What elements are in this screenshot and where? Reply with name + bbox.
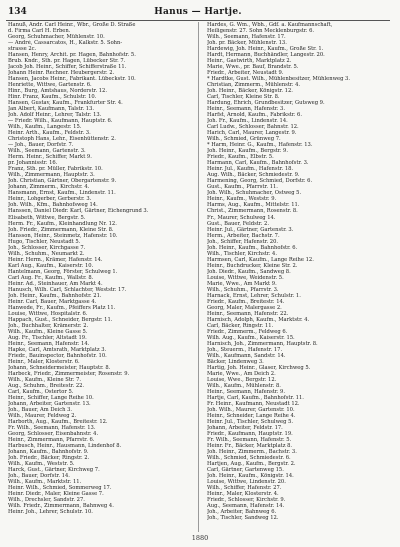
directory-entry-line: Heinr. Herm., Krämer, Hafenstr. 14. bbox=[8, 256, 103, 263]
directory-entry-line: Harbusch, Heinr., Hausmann, Lindenhof 8. bbox=[8, 443, 122, 450]
directory-entry-line: Wilh., Zimmermann, Hauptstr. 3. bbox=[8, 172, 95, 179]
directory-entry-line: pr. Johannisstr. 16. bbox=[8, 160, 58, 167]
directory-entry-line: Heiligenstr. 27. Sohn Mecklenburgstr. 6. bbox=[207, 28, 315, 35]
directory-entry-line: Friedr., Kaufm., Elbstr. 5. bbox=[207, 154, 274, 161]
directory-entry-line: Friedr., Arbeiter, Neustadt 9. bbox=[207, 70, 284, 77]
directory-entry-line: Hansen, Henry, Archit. pr. Hagen, Bahnhofstr. 5. bbox=[8, 52, 136, 59]
directory-entry-line: Harbeck, Friedr., Zimmermeister, Rosenstr. 9. bbox=[8, 370, 130, 377]
directory-entry-line: Hanuß, Andr. Carl Heinr., Wbr., Große D. Straße bbox=[8, 22, 136, 28]
directory-entry-line: Wilh., Schuhm., Pfarrstr. 3. bbox=[207, 286, 279, 293]
directory-entry-line: Wilh., Seemann, Hafenstr. 17. bbox=[207, 34, 286, 41]
directory-entry-line: Wilh., Maurer, Feldweg 2. bbox=[8, 413, 77, 420]
directory-entry-line: Heinr. Arth., Kaufm., Feldstr. 3. bbox=[8, 130, 91, 137]
directory-entry-line: Georg, Schuhmacher, Mühlenstr. 10. bbox=[8, 34, 105, 41]
directory-entry-line: * Hardtke, Gust. Wilh., Mühlenbesitzer, Mühlenweg 3. bbox=[207, 76, 350, 83]
directory-entry-line: Marie, Wwe., pr. Bauf, Brandstr. 5. bbox=[207, 64, 299, 71]
directory-entry-line: Christian, Zimmerm., Mühlenstr. 4. bbox=[207, 82, 301, 89]
directory-entry-line: Heinr., Seemann, Hafenstr. 22. bbox=[207, 310, 289, 317]
directory-entry-line: Herm., Arbeiter, Bachstr. 7. bbox=[207, 232, 280, 239]
directory-entry-line: * Harm, Heinr. G., Kaufm., Hafenstr. 13. bbox=[207, 142, 313, 149]
header-rule bbox=[6, 20, 390, 21]
directory-entry-line: Heinr. Wilh., Schmied, Sommerweg 17. bbox=[8, 485, 112, 492]
directory-entry-line: Wilh. Friedr., Zimmermann, Bahnweg 4. bbox=[8, 503, 114, 510]
directory-entry-line: Joh. Diedr., Kaufm., Sandweg 8. bbox=[207, 268, 291, 275]
directory-entry-line: Wilh., Tischler, Kirchstr. 4. bbox=[207, 250, 277, 257]
directory-entry-line: Heinr., Seemann, Hafenstr. 14. bbox=[8, 340, 90, 347]
directory-entry-line: Happach, Gust., Schneider, Bergstr. 11. bbox=[8, 316, 113, 323]
directory-entry-line: Carl Ludw., Schlosser, Bahnstr. 12. bbox=[207, 124, 299, 131]
directory-entry-line: Heinr., Gastwirth, Marktplatz 2. bbox=[207, 58, 292, 65]
directory-entry-line: Wilh., Schiffer, Hafenstr. 27. bbox=[207, 485, 282, 492]
directory-entry-line: Hinr., Burg, Amtshaus, Norderstr. 12. bbox=[8, 88, 107, 95]
directory-entry-line: Wilh., Kaufmann, Sandstr. 14. bbox=[207, 352, 286, 359]
directory-entry-line: Joh. Heinr., Kaufm., Bahnhofstr. 21. bbox=[8, 292, 102, 299]
directory-entry-line: Gust., Bauer, Feldstr. 2. bbox=[207, 220, 269, 227]
directory-entry-line: Joh. Friedr., Bäcker, Ringstr. 2. bbox=[8, 455, 90, 462]
directory-entry-line: Heinr., Seemann, Hafenstr. 9. bbox=[207, 388, 285, 395]
directory-entry-line: Joh. Wilh., Maurer, Gartenstr. 10. bbox=[207, 407, 295, 413]
directory-entry-line: Heinr. Diedr., Maler, Kleine Gasse 7. bbox=[8, 491, 104, 498]
directory-entry-line: Franz, Sth. pr. Müller, Fabrikstr. 10. bbox=[8, 166, 103, 173]
directory-entry-line: Friedr., Bauinspector, Bahnhofstr. 10. bbox=[8, 352, 107, 359]
directory-entry-line: Johann, Schneidermeister, Hauptstr. 8. bbox=[8, 364, 111, 371]
directory-entry-line: Georg, Schlosser, Eisenbahnstr. 4. bbox=[8, 431, 99, 438]
directory-entry-line: Harborth, Aug., Kaufm., Breitestr. 12. bbox=[8, 419, 108, 426]
directory-entry-line: Joh. Wilh., Kfm., Bahnhofsweg 14. bbox=[8, 202, 98, 209]
directory-entry-line: Aug., Seemann, Hafenstr. 14. bbox=[207, 503, 285, 510]
directory-entry-line: Brub. Kndr., Sth. pr. Hagen, Lübecker Str. 7. bbox=[8, 58, 126, 65]
directory-entry-line: Joh. Heinr., Zimmerm., Bachstr. 3. bbox=[207, 449, 297, 456]
directory-entry-line: Joh. pr. Bäcker, Mühlenstr. 13. bbox=[207, 40, 287, 47]
directory-entry-line: Hardewig, Joh. Heinr., Kaufm., Große Str. 1. bbox=[207, 46, 324, 53]
directory-entry-line: Georg, Maler, Malergasse 2. bbox=[207, 304, 282, 311]
directory-entry-line: — Friedr. Wilh., Kaufmann, Hauptstr. 6. bbox=[8, 118, 113, 125]
directory-entry-line: Marie, Wwe., Am Deich 2. bbox=[207, 370, 276, 377]
directory-entry-line: Johann, Zimmerm., Kirchstr. 4. bbox=[8, 184, 90, 191]
directory-entry-line: Hartje, Carl, Kaufm., Bahnhofstr. 11. bbox=[207, 394, 304, 401]
directory-entry-line: Carl, Tischler, Kleine Str. 8. bbox=[207, 94, 280, 101]
directory-entry-line: Gust., Kaufm., Pfarrstr. 11. bbox=[207, 184, 278, 191]
directory-entry-line: Hanssen, Daniel Diedr. Karl, Gärtner, Eichengrund 3. bbox=[8, 208, 149, 215]
directory-entry-line: Harmann, Carl, Kaufm., Bahnhofstr. 3. bbox=[207, 160, 309, 167]
directory-entry-line: Heinr., Seemann, Hafenstr. 3. bbox=[207, 106, 285, 113]
directory-entry-line: Wilh., Schuhm., Neumarkt 2. bbox=[8, 250, 85, 257]
directory-entry-line: Heinr., Schneider, Lange Reihe 4. bbox=[207, 413, 296, 420]
directory-entry-line: Heinr. Jul., Gärtner, Gartenstr. 3. bbox=[207, 226, 294, 233]
directory-entry-line: Wilh., Schmied, Grünweg 7. bbox=[207, 136, 281, 143]
directory-entry-line: Fr. Wilh., Seemann, Hafenstr. 5. bbox=[207, 437, 292, 444]
directory-entry-line: — Joh., Bauer, Dorfstr. 7. bbox=[8, 142, 74, 149]
directory-entry-line: Heinr. Jul., Tischler, Schulweg 5. bbox=[207, 419, 294, 426]
directory-entry-line: Marie, Wwe., Am Markt 9. bbox=[207, 280, 277, 287]
directory-entry-line: Friedr., Kaufm., Breitestr. 14. bbox=[207, 298, 285, 305]
directory-entry-line: Hanusch, Wilh. Carl, Schlachter, Weststr. 17. bbox=[8, 286, 127, 293]
directory-entry-line: Joh. Heinr., Bäcker, Königstr. 12. bbox=[207, 88, 293, 95]
page-number: 134 bbox=[8, 7, 27, 17]
directory-entry-line: Heinr. Ad., Steinhauer, Am Markt 4. bbox=[8, 280, 103, 287]
directory-entry-line: Joh., Bauer, Dorfstr. 14. bbox=[8, 473, 70, 480]
directory-entry-line: Wilh., Drechsler, Sandstr. 27. bbox=[8, 497, 85, 504]
directory-entry-line: Louise, Wwe., Bergstr. 12. bbox=[207, 376, 277, 383]
left-column bbox=[8, 22, 190, 515]
directory-entry-line: Joh., Bauer, Am Deich 3. bbox=[8, 407, 73, 413]
directory-entry-line: Joh. Friedr., Zimmermann, Kleine Str. 8. bbox=[8, 226, 114, 233]
directory-entry-line: Fr. Wilh., Seemann, Hafenstr. 13. bbox=[8, 425, 96, 432]
directory-entry-line: Hardt, Hermann, Buchhändler, Langestr. 20. bbox=[207, 52, 325, 59]
directory-entry-line: Aug. Wilh., Bäcker, Schmiedestr. 9. bbox=[207, 172, 300, 179]
directory-entry-line: Friedr., Schlosser, Kirchstr. 9. bbox=[207, 497, 286, 504]
directory-entry-line: Carl, Bäcker, Ringstr. 11. bbox=[207, 322, 274, 329]
directory-entry-line: Wilh., Kaufm., Marktstr. 11. bbox=[8, 479, 82, 486]
directory-entry-line: Joh., Arbeiter, Bahnweg 6. bbox=[207, 509, 277, 516]
directory-entry-line: Carl Aug. Fr., Kaufm., Wallstr. 8. bbox=[8, 274, 94, 281]
directory-entry-line: Hantelmann, Georg, Förster, Schulweg 1. bbox=[8, 268, 118, 275]
directory-entry-line: Christ., Zimmermann, Rosenstr. 8. bbox=[207, 208, 298, 215]
directory-entry-line: Heinr., Buchdrucker, Kleine Str. 2. bbox=[207, 262, 298, 269]
directory-entry-line: Hansmann, Ernst, Kaufm., Lindenstr. 11. bbox=[8, 190, 116, 197]
directory-entry-line: Aug., Schuhm., Breitestr. 22. bbox=[8, 382, 85, 389]
directory-entry-line: Johann, Kaufm., Bahnhofstr. 9. bbox=[8, 449, 89, 456]
directory-entry-line: — André, Cassarcatos, H., Kalkstr. 5. Sohn- bbox=[8, 40, 123, 47]
directory-entry-line: Johann, Arbeiter, Feldstr. 17. bbox=[207, 425, 283, 432]
directory-entry-line: Harnisch, Adolph, Kaufm., Marktstr. 4. bbox=[207, 316, 310, 323]
directory-entry-line: Carl, Kaufm., Ostertor 5. bbox=[8, 388, 74, 395]
directory-entry-line: Hinr. Franz, Kaufm., Schulstr. 10. bbox=[8, 94, 97, 101]
directory-entry-line: Heinr. Carl, Bauer, Marktgasse 4. bbox=[8, 298, 97, 305]
directory-entry-line: Friedr., Zimmerm., Feldweg 6. bbox=[207, 328, 288, 335]
directory-entry-line: Joh. Christian, Gärtner, Obergartenstr. 9. bbox=[8, 178, 117, 185]
directory-entry-line: Johann, Arbeiter, Gartenstr. 13. bbox=[8, 400, 91, 407]
directory-entry-line: d. Firma Carl H. Erben. bbox=[8, 28, 71, 35]
directory-entry-line: Louise, Wittwe, Lindenstr. 20. bbox=[207, 479, 286, 486]
directory-entry-line: Jan Albert, Kaufmann, Talstr. 13. bbox=[8, 106, 95, 113]
directory-entry-line: strasse 2c. bbox=[8, 46, 37, 53]
directory-entry-line: Harfst, Arnold, Kaufm., Fabrikstr. 6. bbox=[207, 112, 302, 119]
page-footer: 1880 bbox=[191, 534, 209, 542]
directory-entry-line: Wilh., Schmied, Schmiedestr. 6. bbox=[207, 455, 291, 462]
directory-entry-line: Karl Aug., Kaufm., Kaiserstr. 10. bbox=[8, 262, 94, 269]
directory-entry-line: Wilh., Kaufm., Kleine Gasse 5. bbox=[8, 328, 88, 335]
directory-entry-line: Hanwede, Fr., Kaufm., Pfeiffers Platz 11. bbox=[8, 304, 116, 311]
directory-entry-line: Wilh., Kaufm., Mühlenstr. 8. bbox=[207, 382, 281, 389]
directory-entry-line: Hugo, Tischler, Neustadt 5. bbox=[8, 238, 81, 245]
directory-entry-line: Harmening, Georg, Schmied, Dorfstr. 6. bbox=[207, 178, 313, 185]
directory-entry-line: Joh., Buchhalter, Krämerstr. 2. bbox=[8, 322, 89, 329]
directory-entry-line: Herm. Heinr., Schiffer, Markt 9. bbox=[8, 154, 92, 161]
directory-entry-line: Johann Heinr. Rechner. Heubergerstr. 2. bbox=[8, 70, 115, 77]
directory-entry-line: Hartig, Joh. Heinr., Glaser, Kirchweg 5. bbox=[207, 364, 311, 371]
directory-entry-line: Friedr., Kaufmann, Hauptstr. 19. bbox=[207, 431, 293, 438]
directory-entry-line: Joh. Heinr., Kaufm., Königstr. 14. bbox=[207, 473, 294, 480]
directory-entry-line: Joh. Fr., Kaufm., Lindenstr. 14. bbox=[207, 118, 288, 125]
directory-entry-line: Hardung, Ehrich, Grundbesitzer, Gutsweg 9. bbox=[207, 100, 325, 107]
directory-entry-line: Heinr. Jul., Kaufm., Hafenstr. 18. bbox=[207, 166, 294, 173]
directory-entry-line: Bäcker, Lindenweg 3. bbox=[207, 358, 264, 365]
running-title: Hanus — Hartje. bbox=[154, 7, 242, 17]
directory-entry-line: Heinr., Lohgerber, Gerberstr. 3. bbox=[8, 196, 92, 203]
directory-entry-line: Fr., Maurer, Schulweg 14. bbox=[207, 214, 276, 221]
directory-entry-line: Herm. Fr., Kaufm., Kleinhandlung Nr. 12. bbox=[8, 220, 117, 227]
directory-entry-line: Jacob Joh. Heinr., Schiffer, Schifferstraße 11. bbox=[8, 64, 127, 71]
directory-entry-line: Harnack, Ernst, Lehrer, Schulstr. 1. bbox=[207, 292, 301, 299]
directory-entry-line: Heinr., Kaufm., Weststr. 9. bbox=[207, 196, 277, 203]
directory-entry-line: Joh., Tischler, Sandweg 12. bbox=[207, 515, 279, 522]
directory-entry-line: Christoph Hans, Lehr., Eisenhüttenstr. 2. bbox=[8, 136, 116, 143]
directory-entry-line: Wilh. Aug., Kaufm., Kaiserstr. 15. bbox=[207, 334, 295, 341]
directory-entry-line: Harich, Carl, Maurer, Langestr. 9. bbox=[207, 130, 297, 137]
column-divider bbox=[198, 22, 199, 532]
directory-entry-line: Joh. Adolf Heinr., Lehrer, Talstr. 13. bbox=[8, 112, 102, 119]
directory-entry-line: Joh., Schiffer, Hafenstr. 20. bbox=[207, 238, 279, 245]
directory-entry-line: Wilh., Seemann, Gartenstr. 3. bbox=[8, 148, 86, 155]
directory-entry-line: Heinr., Schiffer, Lange Reihe 10. bbox=[8, 394, 94, 401]
page-header bbox=[8, 5, 388, 19]
directory-entry-line: Heinr., Zimmermann, Pfarrstr. 6. bbox=[8, 437, 95, 444]
directory-entry-line: Wilh., Kaufm., Weststr. 5. bbox=[8, 461, 75, 468]
directory-entry-line: Heinr., Maler, Klosterstr. 4. bbox=[207, 491, 279, 498]
directory-entry-line: Hardes, G. Wm., Wbh., Gdf. a. Kaufmannschaft, bbox=[207, 22, 333, 28]
directory-entry-line: Aug. Fr., Tischler, Altstadt 19. bbox=[8, 334, 87, 341]
directory-entry-line: Wilh., Kaufm., Langestr. 15. bbox=[8, 124, 82, 131]
directory-entry-line: Louise, Wittwe, Weidenstr. 5. bbox=[207, 274, 284, 281]
directory-entry-line: Joh. Heinr., Kaufm., Bergstr. 9. bbox=[207, 148, 288, 155]
directory-entry-line: Joh., Schlosser, Kirchgasse 7. bbox=[8, 244, 86, 251]
directory-entry-line: Heinr. Joh., Lehrer, Schulstr. 10. bbox=[8, 509, 93, 516]
directory-entry-line: Fr. Heinr., Kaufmann, Neustadt 12. bbox=[207, 400, 300, 407]
directory-entry-line: Joh. Wilh., Schuhmacher, Ostweg 5. bbox=[207, 190, 302, 197]
right-column bbox=[207, 22, 392, 521]
directory-entry-line: Hartjen, Aug., Kaufm., Bergstr. 2. bbox=[207, 461, 296, 468]
directory-entry-line: Hansen, Jacobs Heinr., Fabrikant. Lübeckstr. 10. bbox=[8, 76, 136, 83]
directory-entry-line: Hapke, Carl, Amtsrath, Marktplatz 3. bbox=[8, 346, 107, 353]
directory-entry-line: Joh., Steuerm., Hafenstr. 17. bbox=[207, 346, 283, 353]
directory-entry-line: Joh. Heinr., Kaufm., Bahnhofstr. 6. bbox=[207, 244, 298, 251]
directory-entry-line: Heinr. Fr., Bäcker, Marktplatz 8. bbox=[207, 443, 293, 450]
directory-entry-line: Heinr., Maler, Klosterstr. 6. bbox=[8, 358, 80, 365]
directory-entry-line: Hansen, Gustav, Kaufm., Frankfurter Str. 4. bbox=[8, 100, 123, 107]
directory-entry-line: Louise, Wittwe, Hospitalstr. 6. bbox=[8, 310, 88, 317]
directory-entry-line: Wilh., Kaufm., Kleine Str. 7. bbox=[8, 376, 82, 383]
directory-entry-line: Harnisch, Joh., Zimmermann, Hauptstr. 8. bbox=[207, 340, 318, 347]
directory-entry-line: Carl, Gärtner, Gartenweg 15. bbox=[207, 467, 284, 474]
directory-entry-line: Elisabeth, Wittwe, Bergstr. 5. bbox=[8, 214, 86, 221]
directory-entry-line: Harmsen, Carl, Kaufm., Lange Reihe 12. bbox=[207, 256, 314, 263]
directory-entry-line: Harck, Gust., Gärtner, Kirchweg 7. bbox=[8, 467, 100, 474]
directory-entry-line: Hansson, Heinr., Steinmetz, Hafenstr. 10. bbox=[8, 232, 118, 239]
directory-entry-line: Harms, Aug., Kaufm., Mittelstr. 11. bbox=[207, 202, 300, 209]
directory-entry-line: Henriette, Wittwe, Gartenstr. 6. bbox=[8, 82, 92, 89]
